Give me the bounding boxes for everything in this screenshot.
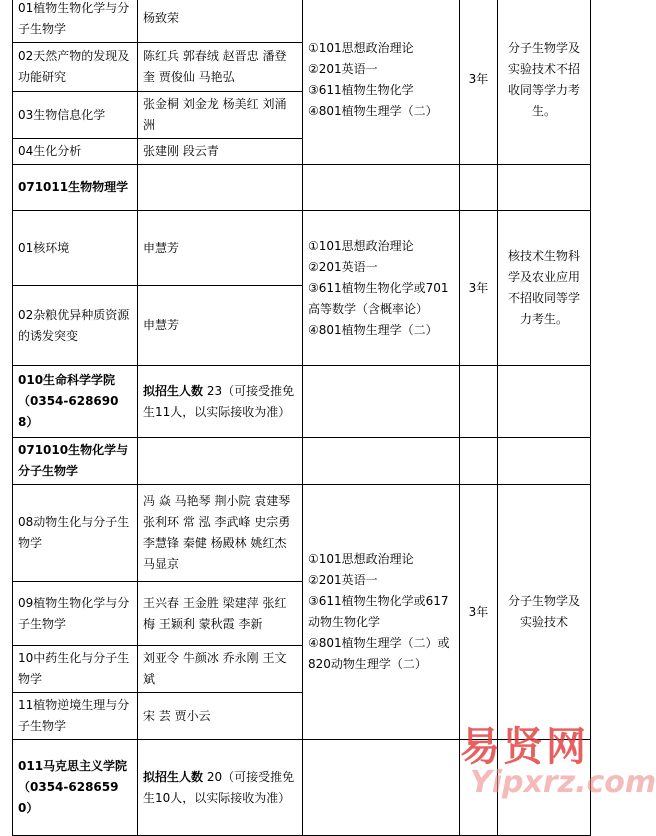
exam-line: ①101思想政治理论: [308, 40, 414, 55]
years-cell: 3年: [460, 211, 498, 366]
exam-line: ③611植物生物化学或701高等数学（含概率论）: [308, 280, 449, 316]
major-cell: 02杂粮优异种质资源的诱发突变: [13, 286, 138, 366]
major-cell: 09植物生物化学与分子生物学: [13, 582, 138, 646]
watermark-en: Yipxrz.com: [470, 765, 656, 800]
major-cell: 01植物生物化学与分子生物学: [13, 0, 138, 43]
tutor-cell: 张金桐 刘金龙 杨美红 刘涌洲: [138, 92, 303, 139]
exam-line: ③611植物生物化学或617动物生物化学: [308, 594, 449, 629]
exam-subjects-cell: [303, 0, 460, 165]
college-name: 010生命科学学院（0354-6286908）: [13, 366, 138, 438]
major-cell: 04生化分析: [13, 139, 138, 165]
exam-subjects-cell: [303, 211, 460, 366]
section-row: [13, 438, 591, 485]
college-name: 011马克思主义学院（0354-6286590）: [13, 740, 138, 836]
major-cell: 08动物生化与分子生物学: [13, 485, 138, 582]
quota-cell: [138, 366, 303, 438]
note-cell: 分子生物学及实验技术: [498, 485, 591, 740]
years-cell: 3年: [460, 485, 498, 740]
exam-line: ②201英语一: [308, 259, 378, 274]
tutor-cell: 申慧芳: [138, 286, 303, 366]
note-cell: 核技术生物科学及农业应用不招收同等学力考生。: [498, 211, 591, 366]
college-row: [13, 740, 591, 836]
college-row: [13, 366, 591, 438]
tutor-cell: 冯 焱 马艳琴 荆小院 袁建琴 张利环 常 泓 李武峰 史宗勇 李慧锋 秦健 杨殿林 姚红杰 马显京: [138, 485, 303, 582]
major-cell: 03生物信息化学: [13, 92, 138, 139]
exam-line: ④801植物生理学（二）或820动物生理学（二）: [308, 636, 450, 671]
tutor-cell: 刘亚令 牛颜冰 乔永刚 王文斌: [138, 646, 303, 693]
major-cell: 10中药生化与分子生物学: [13, 646, 138, 693]
section-title: 071011生物物理学: [13, 165, 138, 211]
years-cell: 3年: [460, 0, 498, 165]
table-row: [13, 485, 591, 582]
major-cell: 01核环境: [13, 211, 138, 286]
exam-subjects-cell: [303, 485, 460, 740]
exam-line: ④801植物生理学（二）: [308, 322, 438, 337]
section-title: 071010生物化学与分子生物学: [13, 438, 138, 485]
tutor-cell: 陈红兵 郭春绒 赵晋忠 潘登奎 贾俊仙 马艳弘: [138, 43, 303, 92]
exam-line: ④801植物生理学（二）: [308, 103, 438, 118]
watermark-cn: 易贤网: [460, 724, 589, 770]
exam-line: ③611植物生物化学: [308, 82, 414, 97]
exam-line: ②201英语一: [308, 573, 378, 587]
tutor-cell: 张建刚 段云青: [138, 139, 303, 165]
tutor-cell: 杨致荣: [138, 0, 303, 43]
exam-line: ①101思想政治理论: [308, 238, 414, 253]
enrollment-table: [12, 0, 591, 836]
quota-cell: [138, 740, 303, 836]
quota-text: 20（可接受推免生10人，以实际接收为准）: [143, 769, 295, 805]
quota-label: 拟招生人数: [143, 383, 204, 398]
major-cell: 02天然产物的发现及功能研究: [13, 43, 138, 92]
note-cell: 分子生物学及实验技术不招收同等学力考生。: [498, 0, 591, 165]
tutor-cell: 申慧芳: [138, 211, 303, 286]
exam-line: ①101思想政治理论: [308, 552, 414, 566]
table-row: [13, 0, 591, 43]
tutor-cell: 宋 芸 贾小云: [138, 693, 303, 740]
section-row: [13, 165, 591, 211]
exam-line: ②201英语一: [308, 61, 378, 76]
quota-text: 23（可接受推免生11人，以实际接收为准）: [143, 383, 295, 419]
major-cell: 11植物逆境生理与分子生物学: [13, 693, 138, 740]
tutor-cell: 王兴春 王金胜 梁建萍 张红梅 王颖利 蒙秋霞 李新: [138, 582, 303, 646]
quota-label: 拟招生人数: [143, 769, 204, 784]
table-row: [13, 211, 591, 286]
